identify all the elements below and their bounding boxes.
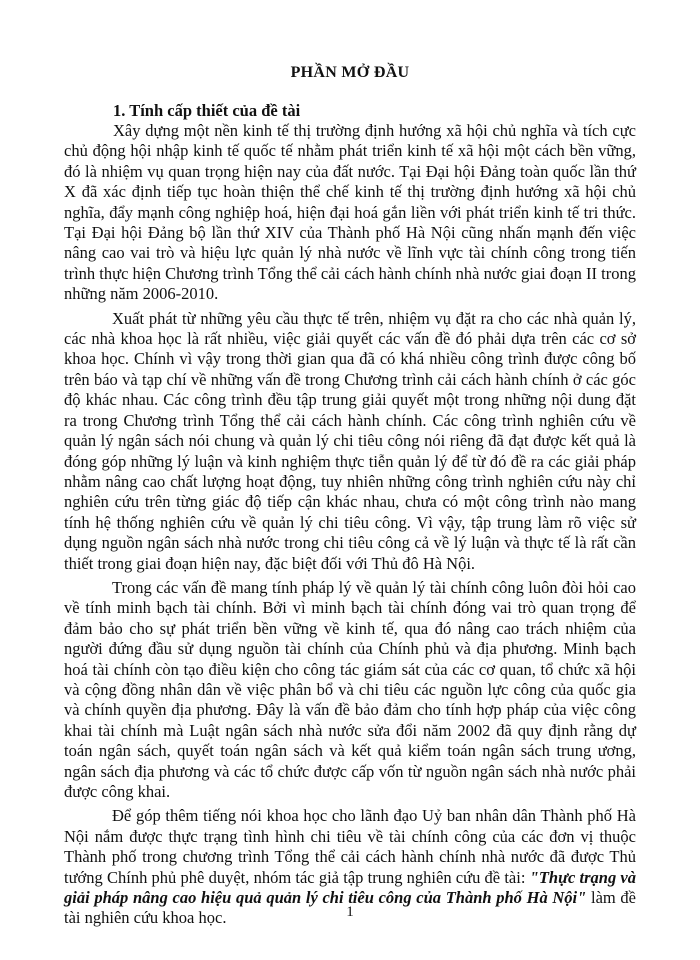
body-text bbox=[64, 121, 636, 929]
paragraph-3: Trong các vấn đề mang tính pháp lý về quản lý tài chính công luôn đòi hỏi cao về tính minh bạch tài chính. Bởi vì minh bạch tài chính đóng vai trò quan trọng để đảm bảo cho sự phát triển bền vững về kinh tế, qua đó nâng cao trách nhiệm của người đứng đầu sử dụng nguồn tài chính của Chính phủ và địa phương. Minh bạch hoá tài chính còn tạo điều kiện cho công tác giám sát của các cơ quan, tổ chức xã hội và cộng đồng nhân dân về việc phân bổ và chi tiêu các nguồn lực công của quốc gia và chính quyền địa phương. Đây là vấn đề bảo đảm cho tính hợp pháp của việc công khai tài chính mà Luật ngân sách nhà nước sửa đổi năm 2002 đã quy định rằng dự toán ngân sách, quyết toán ngân sách và kết quả kiểm toán ngân sách trung ương, ngân sách địa phương và các tổ chức được cấp vốn từ nguồn ngân sách nhà nước phải được công khai. bbox=[64, 577, 636, 801]
section-heading: 1. Tính cấp thiết của đề tài bbox=[113, 101, 301, 120]
paragraph-1: Xây dựng một nền kinh tế thị trường định hướng xã hội chủ nghĩa và tích cực chủ động hội nhập kinh tế quốc tế nhằm phát triển kinh tế xã hội một cách bền vững, đó là nhiệm vụ quan trọng hiện nay của đất nước. Tại Đại hội Đảng toàn quốc lần thứ X đã xác định tiếp tục hoàn thiện thể chế kinh tế thị trường định hướng xã hội chủ nghĩa, đẩy mạnh công nghiệp hoá, hiện đại hoá gắn liền với phát triển kinh tế tri thức. Tại Đại hội Đảng bộ lần thứ XIV của Thành phố Hà Nội cũng nhấn mạnh đến việc nâng cao vai trò và hiệu lực quản lý nhà nước về lĩnh vực tài chính công trong tiến trình thực hiện Chương trình Tổng thể cải cách hành chính nhà nước giai đoạn II trong những năm 2006-2010. bbox=[64, 121, 636, 304]
paragraph-4-text: Để góp thêm tiếng nói khoa học cho lãnh đạo Uỷ ban nhân dân Thành phố Hà Nội nắm được thực trạng tình hình chi tiêu về tài chính công của các đơn vị thuộc Thành phố trong chương trình Tổng thể cải cách hành chính nhà nước đã được Thủ tướng Chính phủ phê duyệt, nhóm tác giả tập trung nghiên cứu đề tài: bbox=[64, 806, 636, 887]
paragraph-2: Xuất phát từ những yêu cầu thực tế trên, nhiệm vụ đặt ra cho các nhà quản lý, các nhà khoa học là rất nhiều, việc giải quyết các vấn đề đó phải dựa trên các cơ sở khoa học. Chính vì vậy trong thời gian qua đã có khá nhiều công trình được công bố trên báo và tạp chí về những vấn đề trong Chương trình cải cách hành chính ở các góc độ khác nhau. Các công trình đều tập trung giải quyết một trong những nội dung đặt ra trong Chương trình Tổng thể cải cách hành chính. Các công trình nghiên cứu về quản lý ngân sách nói chung và quản lý chi tiêu công nói riêng đã đạt được kết quả là đóng góp những lý luận và kinh nghiệm thực tiễn quản lý để từ đó đề ra các giải pháp nhằm nâng cao chất lượng hoạt động, tuy nhiên những công trình nghiên cứu này chỉ nghiên cứu trên từng giác độ tiếp cận khác nhau, chưa có một công trình nào mang tính hệ thống nghiên cứu về quản lý chi tiêu công. Vì vậy, tập trung làm rõ việc sử dụng nguồn ngân sách nhà nước trong chi tiêu công cả về lý luận và thực tế là rất cần thiết trong giai đoạn hiện nay, đặc biệt đối với Thủ đô Hà Nội. bbox=[64, 308, 636, 573]
paragraph-4-ending: làm đề tài nghiên cứu khoa học. bbox=[64, 888, 636, 928]
research-topic-title: "Thực trạng và giải pháp nâng cao hiệu quả quản lý chi tiêu công của Thành phố Hà Nội" bbox=[64, 867, 636, 908]
page-title: PHẦN MỞ ĐẦU bbox=[290, 64, 410, 81]
page-number: 1 bbox=[346, 904, 354, 920]
